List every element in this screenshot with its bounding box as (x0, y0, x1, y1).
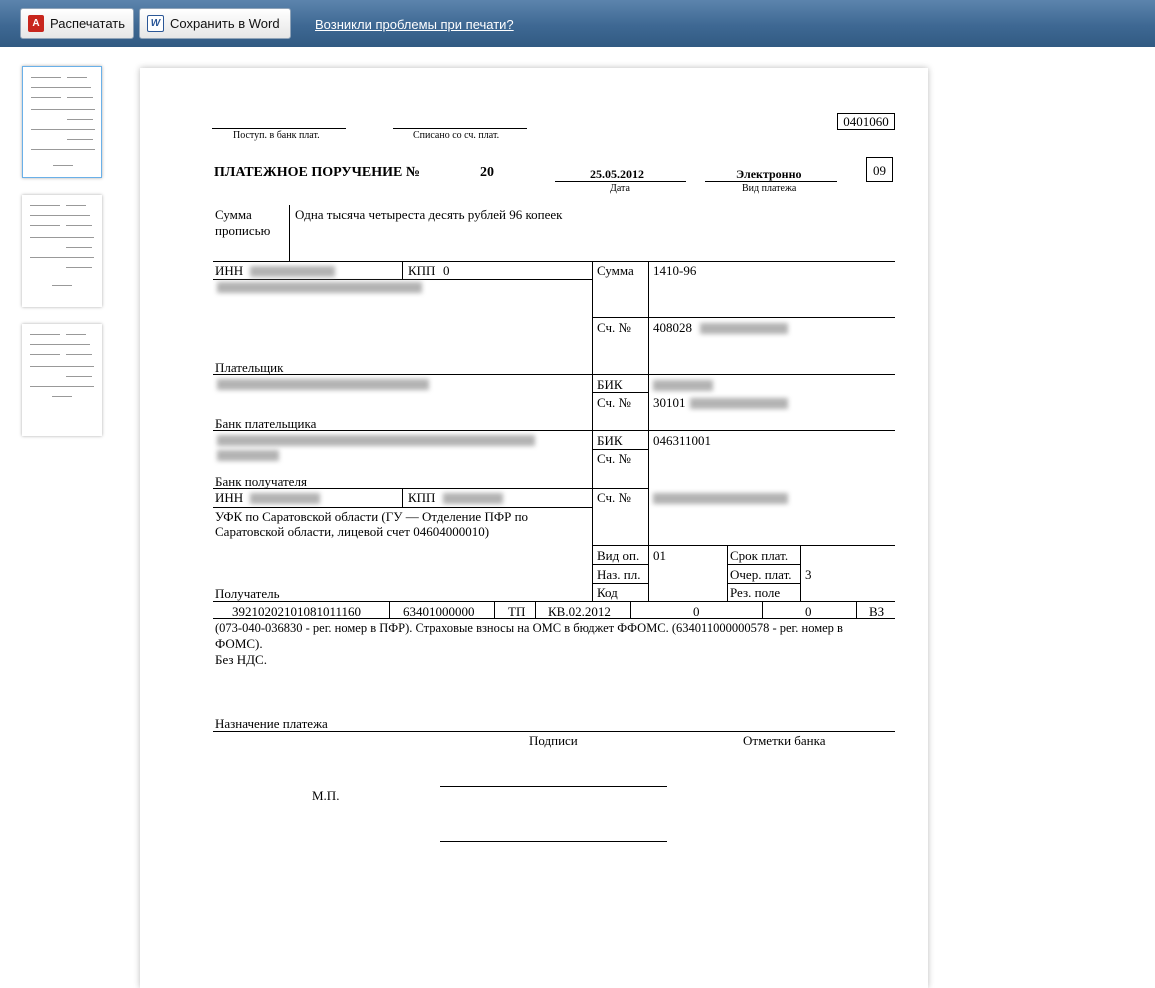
recipient-bank-redacted-2 (217, 450, 279, 461)
print-help-link[interactable]: Возникли проблемы при печати? (315, 17, 514, 32)
page-thumbnail-3[interactable] (22, 324, 102, 436)
payer-inn-label: ИНН (215, 263, 244, 278)
page-thumbnail-1[interactable] (22, 66, 102, 178)
pay-type-code: ВЗ (869, 604, 885, 619)
bank-marks-label: Отметки банка (743, 733, 826, 748)
sum-words-label-2: прописью (215, 223, 271, 238)
recipient-inn-redacted (250, 493, 320, 504)
oktmo-code: 63401000000 (403, 604, 475, 619)
received-label: Поступ. в банк плат. (233, 130, 320, 141)
payer-bank-label: Банк плательщика (215, 416, 317, 431)
pdf-icon: A (28, 15, 44, 32)
document-page (140, 68, 928, 988)
recipient-account-label: Сч. № (597, 490, 631, 505)
recipient-bik-label: БИК (597, 433, 623, 448)
recipient-bik: 046311001 (653, 433, 712, 448)
payer-label: Плательщик (215, 360, 284, 375)
recipient-kpp-label: КПП (408, 490, 436, 505)
payer-kpp-label: КПП (408, 263, 436, 278)
stamp-label: М.П. (312, 788, 340, 803)
sum-label: Сумма (597, 263, 634, 278)
status-code: 09 (866, 157, 893, 182)
purpose-line-1: (073-040-036830 - рег. номер в ПФР). Страховые взносы на ОМС в бюджет ФФОМС. (634011000000578 - рег. номер в (215, 621, 843, 635)
document-number: 20 (480, 165, 494, 180)
save-word-button-label: Сохранить в Word (170, 16, 280, 31)
purpose-line-2: ФОМС). (215, 636, 263, 651)
reserve-label: Рез. поле (730, 585, 781, 600)
basis-code: ТП (508, 604, 526, 619)
payer-bank-account-label: Сч. № (597, 395, 631, 410)
op-type-label: Вид оп. (597, 548, 640, 563)
kbk-code: 39210202101081011160 (232, 604, 362, 619)
sum-value: 1410-96 (653, 263, 697, 278)
payer-bank-corr-redacted (690, 398, 788, 409)
payer-account-label: Сч. № (597, 320, 631, 335)
purpose-label: Назначение платежа (215, 716, 328, 731)
priority-label: Очер. плат. (730, 567, 792, 582)
recipient-kpp-redacted (443, 493, 503, 504)
payment-type: Электронно (736, 167, 802, 181)
recipient-bank-redacted-1 (217, 435, 535, 446)
print-button[interactable] (20, 8, 134, 39)
purpose-code-label: Наз. пл. (597, 567, 641, 582)
purpose-line-3: Без НДС. (215, 652, 267, 667)
recipient-inn-label: ИНН (215, 490, 244, 505)
sum-words-label-1: Сумма (215, 207, 252, 222)
doc-date-field: 0 (805, 604, 812, 619)
save-word-button[interactable] (139, 8, 291, 39)
toolbar (0, 0, 1155, 47)
priority-value: 3 (805, 567, 812, 582)
recipient-bank-account-label: Сч. № (597, 451, 631, 466)
payer-bank-bik-redacted (653, 380, 713, 391)
document-date: 25.05.2012 (590, 167, 644, 181)
print-button-label: Распечатать (49, 16, 125, 31)
period-code: КВ.02.2012 (548, 604, 611, 619)
payer-bank-redacted (217, 379, 429, 390)
term-label: Срок плат. (730, 548, 789, 563)
sum-words: Одна тысяча четыреста десять рублей 96 копеек (295, 207, 563, 222)
recipient-bank-label: Банк получателя (215, 474, 307, 489)
word-icon: W (147, 15, 164, 32)
payer-account-redacted (700, 323, 788, 334)
payer-kpp: 0 (443, 263, 450, 278)
recipient-name-2: Саратовской области, лицевой счет 04604000010) (215, 524, 490, 539)
payer-account: 408028 (653, 320, 692, 335)
recipient-label: Получатель (215, 586, 280, 601)
doc-number-field: 0 (693, 604, 700, 619)
payer-bank-corr: 30101 (653, 395, 686, 410)
form-code: 0401060 (837, 113, 895, 130)
debited-label: Списано со сч. плат. (413, 130, 500, 141)
recipient-account-redacted (653, 493, 788, 504)
recipient-name-1: УФК по Саратовской области (ГУ — Отделение ПФР по (215, 509, 529, 524)
code-label: Код (597, 585, 618, 600)
payer-name-redacted (217, 282, 422, 293)
payer-inn-redacted (250, 266, 335, 277)
document-title: ПЛАТЕЖНОЕ ПОРУЧЕНИЕ № (214, 165, 420, 180)
signatures-label: Подписи (529, 733, 578, 748)
payment-type-label: Вид платежа (742, 183, 797, 194)
page-thumbnail-2[interactable] (22, 195, 102, 307)
date-label: Дата (610, 183, 630, 194)
payer-bank-bik-label: БИК (597, 377, 623, 392)
op-type: 01 (653, 548, 666, 563)
